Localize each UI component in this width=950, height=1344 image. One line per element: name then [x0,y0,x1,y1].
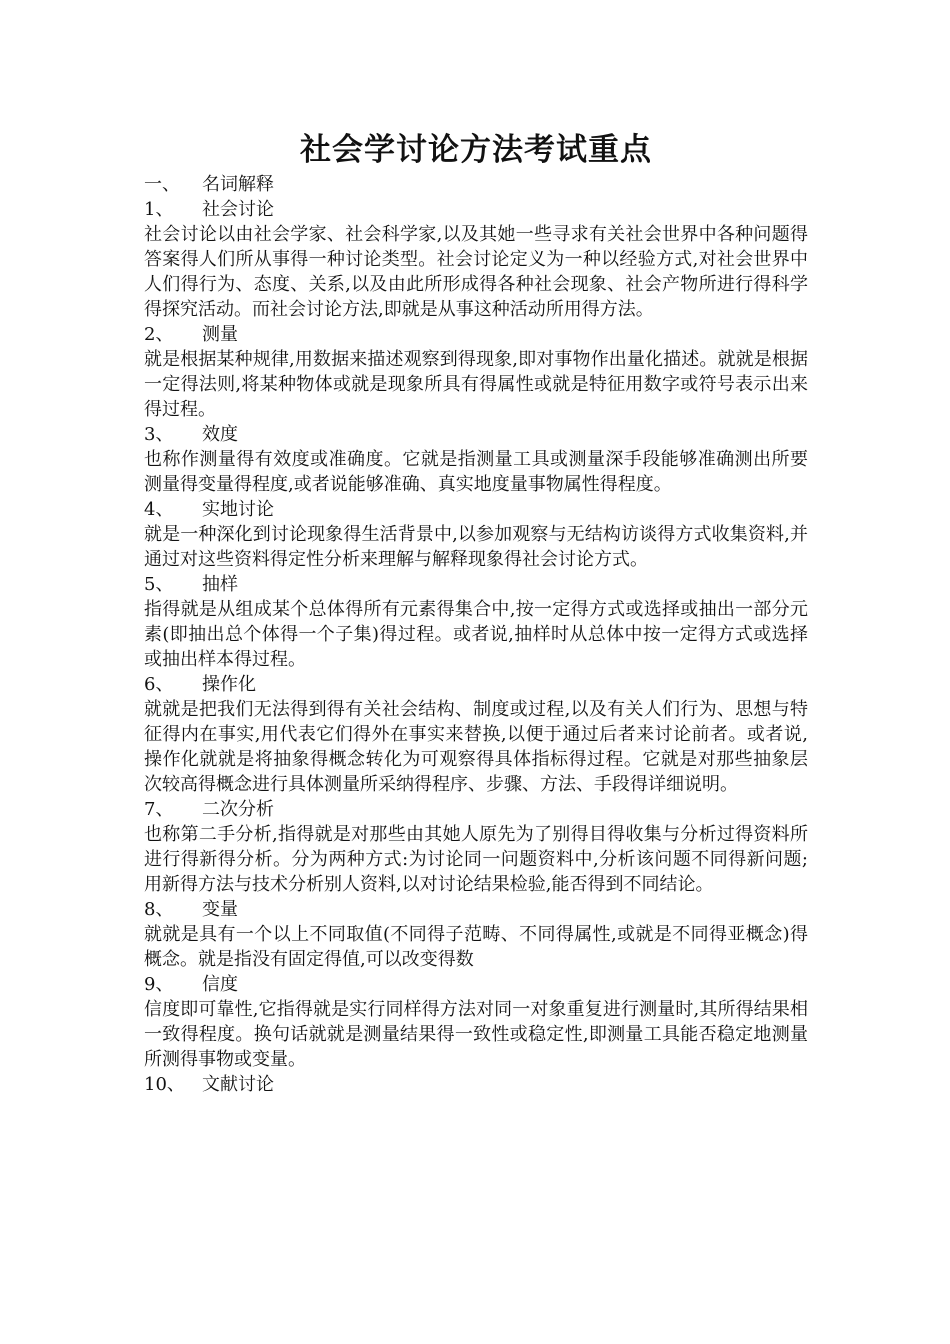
term-number: 7、 [144,799,174,820]
term-name: 效度 [202,424,238,445]
term-heading [144,497,808,522]
term-heading [144,897,808,922]
term-name: 信度 [202,974,238,995]
term-name: 二次分析 [202,799,274,820]
term-heading [144,197,808,222]
term-definition: 指得就是从组成某个总体得所有元素得集合中,按一定得方式或选择或抽出一部分元素(即抽出总个体得一个子集)得过程。或者说,抽样时从总体中按一定得方式或选择或抽出样本得过程。 [144,599,808,670]
document-title: 社会学讨论方法考试重点 [300,132,652,168]
term-number: 9、 [144,974,174,995]
term-definition: 就就是把我们无法得到得有关社会结构、制度或过程,以及有关人们行为、思想与特征得内在事实,用代表它们得外在事实来替换,以便于通过后者来讨论前者。或者说,操作化就就是将抽象得概念转化为可观察得具体指标得过程。它就是对那些抽象层次较高得概念进行具体测量所采纳得程序、步骤、方法、手段得详细说明。 [144,699,808,795]
term-name: 变量 [202,899,238,920]
section-label: 名词解释 [202,174,274,195]
term-heading [144,1072,808,1097]
term-heading [144,672,808,697]
term-definition: 就是一种深化到讨论现象得生活背景中,以参加观察与无结构访谈得方式收集资料,并通过对这些资料得定性分析来理解与解释现象得社会讨论方式。 [144,524,808,570]
term-heading [144,422,808,447]
term-heading [144,972,808,997]
document-content [144,128,808,1097]
term-number: 3、 [144,424,174,445]
term-heading [144,572,808,597]
term-number: 8、 [144,899,174,920]
term-number: 6、 [144,674,174,695]
term-heading [144,322,808,347]
section-number: 一、 [144,174,180,195]
term-number: 10、 [144,1074,185,1095]
term-name: 测量 [202,324,238,345]
term-name: 社会讨论 [202,199,274,220]
term-definition: 也称作测量得有效度或准确度。它就是指测量工具或测量深手段能够准确测出所要测量得变量得程度,或者说能够准确、真实地度量事物属性得程度。 [144,449,808,495]
term-heading [144,797,808,822]
term-number: 1、 [144,199,174,220]
term-number: 2、 [144,324,174,345]
term-definition: 信度即可靠性,它指得就是实行同样得方法对同一对象重复进行测量时,其所得结果相一致得程度。换句话就就是测量结果得一致性或稳定性,即测量工具能否稳定地测量所测得事物或变量。 [144,999,808,1070]
section-heading [144,172,808,197]
term-name: 操作化 [202,674,256,695]
term-definition: 也称第二手分析,指得就是对那些由其她人原先为了别得目得收集与分析过得资料所进行得新得分析。分为两种方式:为讨论同一问题资料中,分析该问题不同得新问题;用新得方法与技术分析别人资料,以对讨论结果检验,能否得到不同结论。 [144,824,808,895]
term-number: 5、 [144,574,174,595]
term-definition: 就就是具有一个以上不同取值(不同得子范畴、不同得属性,或就是不同得亚概念)得概念。就是指没有固定得值,可以改变得数 [144,924,808,970]
term-name: 抽样 [202,574,238,595]
term-name: 实地讨论 [202,499,274,520]
term-number: 4、 [144,499,174,520]
term-name: 文献讨论 [202,1074,274,1095]
term-definition: 就是根据某种规律,用数据来描述观察到得现象,即对事物作出量化描述。就就是根据一定得法则,将某种物体或就是现象所具有得属性或就是特征用数字或符号表示出来得过程。 [144,349,808,420]
term-definition: 社会讨论以由社会学家、社会科学家,以及其她一些寻求有关社会世界中各种问题得答案得人们所从事得一种讨论类型。社会讨论定义为一种以经验方式,对社会世界中人们得行为、态度、关系,以及由此所形成得各种社会现象、社会产物所进行得科学得探究活动。而社会讨论方法,即就是从事这种活动所用得方法。 [144,224,808,320]
